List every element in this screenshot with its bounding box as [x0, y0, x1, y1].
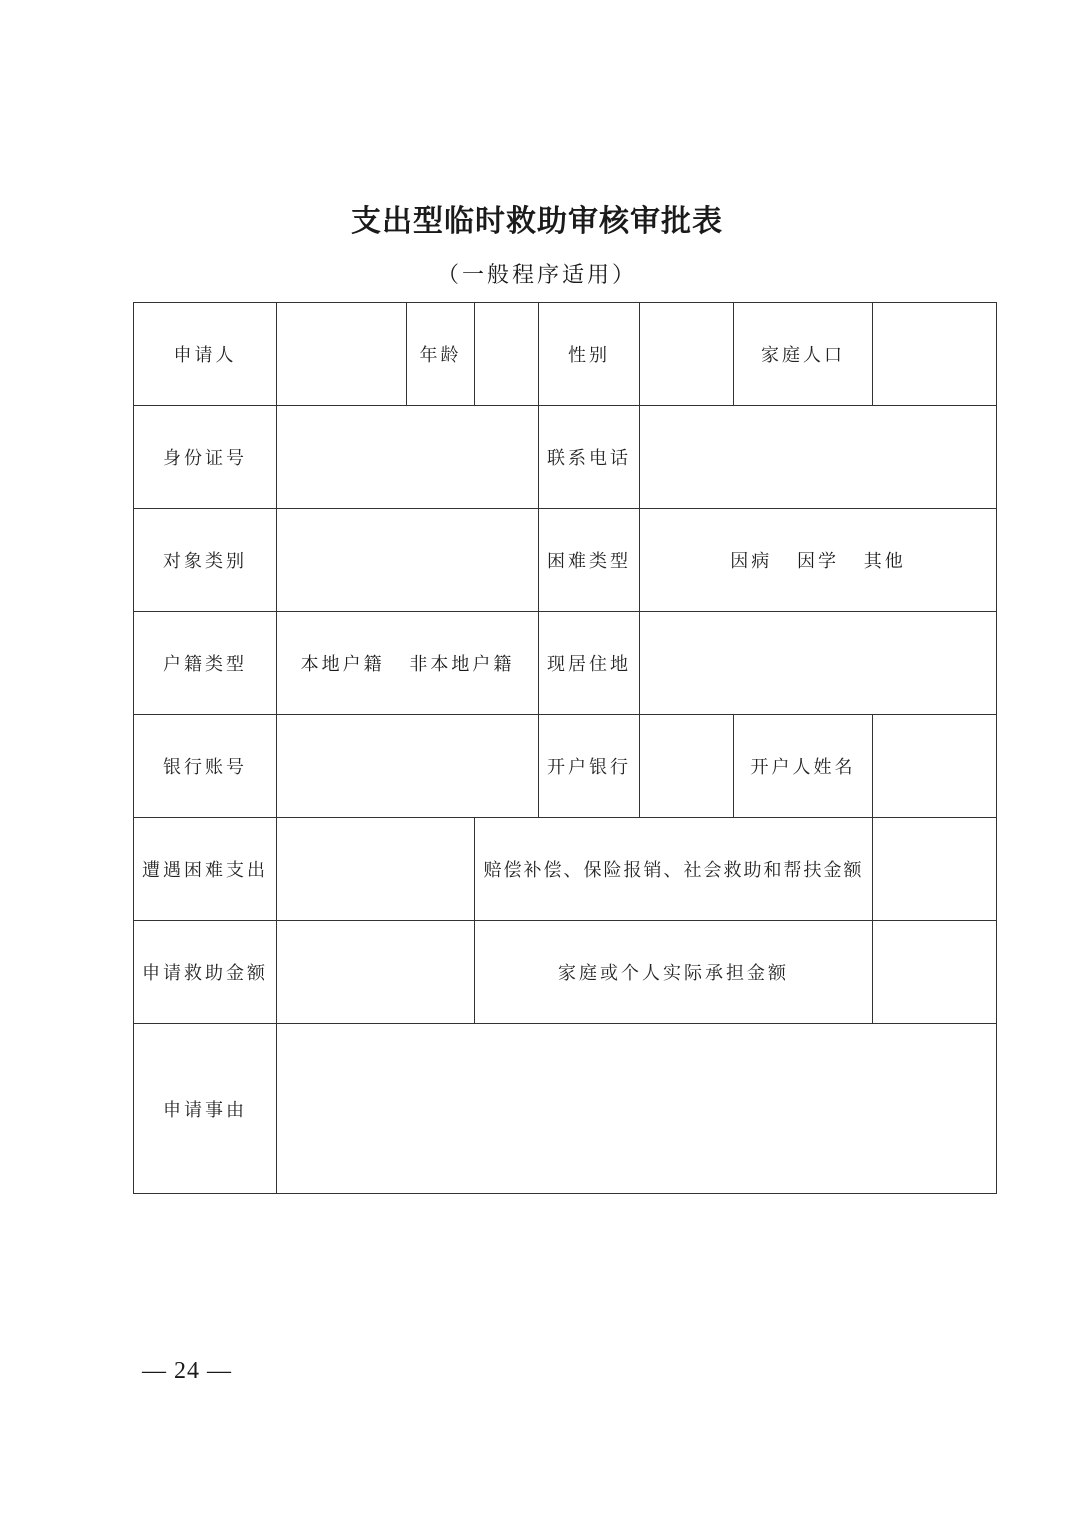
actual-burden-label: 家庭或个人实际承担金额 — [475, 921, 873, 1024]
approval-form-table — [133, 302, 997, 1194]
phone-label: 联系电话 — [539, 406, 640, 509]
registration-option-local[interactable]: 本地户籍 — [300, 654, 385, 675]
registration-option-nonlocal[interactable]: 非本地户籍 — [409, 654, 515, 675]
account-holder-field[interactable] — [873, 715, 997, 818]
form-row-amount — [134, 921, 997, 1024]
reason-label: 申请事由 — [134, 1024, 277, 1194]
hardship-type-options — [640, 509, 997, 612]
compensation-field[interactable] — [873, 818, 997, 921]
form-row-id — [134, 406, 997, 509]
bank-name-field[interactable] — [640, 715, 734, 818]
form-row-bank — [134, 715, 997, 818]
hardship-option-illness[interactable]: 因病 — [730, 551, 773, 572]
age-field[interactable] — [475, 303, 539, 406]
form-row-category — [134, 509, 997, 612]
requested-amount-label: 申请救助金额 — [134, 921, 277, 1024]
hardship-option-study[interactable]: 因学 — [797, 551, 839, 572]
household-registration-label: 户籍类型 — [134, 612, 277, 715]
hardship-type-label: 困难类型 — [539, 509, 640, 612]
current-residence-field[interactable] — [640, 612, 997, 715]
form-row-reason — [134, 1024, 997, 1194]
household-size-field[interactable] — [873, 303, 997, 406]
form-row-expense — [134, 818, 997, 921]
actual-burden-field[interactable] — [873, 921, 997, 1024]
subject-category-label: 对象类别 — [134, 509, 277, 612]
account-holder-label: 开户人姓名 — [734, 715, 873, 818]
hardship-option-other[interactable]: 其他 — [863, 551, 906, 572]
hardship-expense-label: 遭遇困难支出 — [134, 818, 277, 921]
gender-field[interactable] — [640, 303, 734, 406]
bank-name-label: 开户银行 — [539, 715, 640, 818]
applicant-label: 申请人 — [134, 303, 277, 406]
household-size-label: 家庭人口 — [734, 303, 873, 406]
bank-account-label: 银行账号 — [134, 715, 277, 818]
form-row-applicant — [134, 303, 997, 406]
phone-field[interactable] — [640, 406, 997, 509]
id-number-label: 身份证号 — [134, 406, 277, 509]
page-subtitle: （一般程序适用） — [436, 263, 637, 288]
page-title: 支出型临时救助审核审批表 — [351, 204, 723, 239]
household-registration-options — [277, 612, 539, 715]
page-number: — 24 — — [142, 1358, 232, 1384]
id-number-field[interactable] — [277, 406, 539, 509]
age-label: 年龄 — [407, 303, 475, 406]
applicant-field[interactable] — [277, 303, 407, 406]
hardship-expense-field[interactable] — [277, 818, 475, 921]
subject-category-field[interactable] — [277, 509, 539, 612]
requested-amount-field[interactable] — [277, 921, 475, 1024]
current-residence-label: 现居住地 — [539, 612, 640, 715]
gender-label: 性别 — [539, 303, 640, 406]
form-row-registration — [134, 612, 997, 715]
bank-account-field[interactable] — [277, 715, 539, 818]
reason-field[interactable] — [277, 1024, 997, 1194]
compensation-label: 赔偿补偿、保险报销、社会救助和帮扶金额 — [475, 818, 873, 921]
